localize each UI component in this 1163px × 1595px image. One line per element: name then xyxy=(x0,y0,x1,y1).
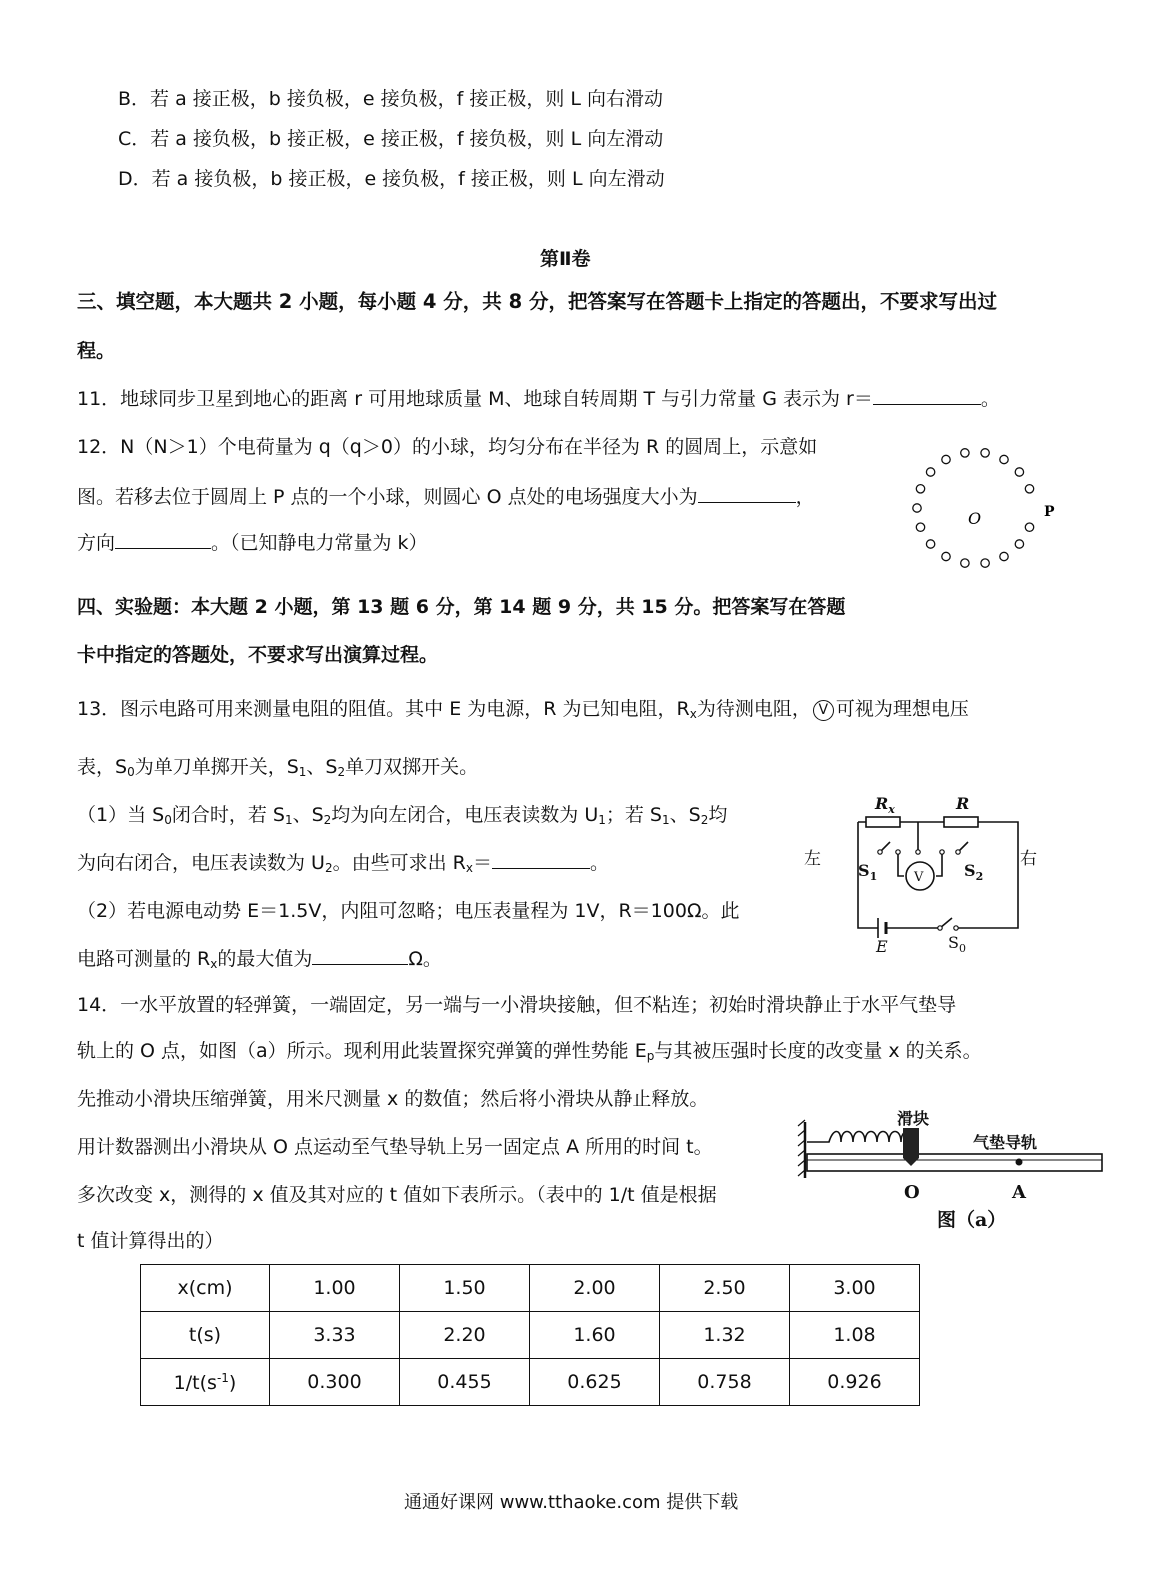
charge-ring-figure xyxy=(900,440,1070,580)
charge-ball xyxy=(1015,468,1023,476)
table-row xyxy=(141,1359,920,1406)
t: 均 xyxy=(708,804,728,826)
sub: 1 xyxy=(284,813,293,827)
terminal xyxy=(938,926,942,930)
table-cell: 0.625 xyxy=(530,1359,660,1406)
charge-ball xyxy=(942,455,950,463)
sub: 2 xyxy=(323,813,332,827)
q12-line2-text: 图。若移去位于圆周上 P 点的一个小球，则圆心 O 点处的电场强度大小为 xyxy=(77,486,698,508)
terminal xyxy=(956,850,960,854)
q12-line3-end: 。（已知静电力常量为 k） xyxy=(211,532,428,554)
q13-l1-a: 13．图示电路可用来测量电阻的阻值。其中 E 为电源，R 为已知电阻，R xyxy=(77,698,690,720)
s2-label: $S_2$ xyxy=(964,861,984,883)
sub: 2 xyxy=(324,861,333,875)
charge-ball xyxy=(913,504,921,512)
q13-l2-a: 表，S xyxy=(77,756,128,778)
row-header xyxy=(141,1359,270,1406)
terminal xyxy=(954,926,958,930)
q14-line4: 用计数器测出小滑块从 O 点运动至气垫导轨上另一固定点 A 所用的时间 t。 xyxy=(77,1136,713,1158)
t: 与其被压强时长度的改变量 x 的关系。 xyxy=(654,1040,982,1062)
charge-ball xyxy=(1025,523,1033,531)
wire xyxy=(898,852,904,876)
air-track xyxy=(807,1154,1102,1171)
r-label: R xyxy=(956,794,970,813)
sub: x xyxy=(465,861,473,875)
voltmeter-symbol: V xyxy=(813,700,834,721)
t: （1）当 S xyxy=(77,804,165,826)
terminal xyxy=(878,850,882,854)
q13-rx-blank xyxy=(492,850,590,869)
sub: 1 xyxy=(662,813,670,827)
terminal xyxy=(896,850,900,854)
t: ) xyxy=(228,1371,237,1394)
table-cell: 0.300 xyxy=(270,1359,400,1406)
table-row xyxy=(141,1312,920,1359)
rail-label: 气垫导轨 xyxy=(973,1133,1038,1152)
section-title: 第Ⅱ卷 xyxy=(540,248,591,270)
table-cell: 0.455 xyxy=(400,1359,530,1406)
spring-rail-figure xyxy=(795,1104,1107,1234)
t: 为向右闭合，电压表读数为 U xyxy=(77,852,325,874)
right-label: 右 xyxy=(1020,849,1037,869)
voltmeter-label: V xyxy=(914,870,924,885)
circuit-figure xyxy=(800,790,1070,960)
q12-magnitude-blank xyxy=(698,484,796,503)
q14-line3: 先推动小滑块压缩弹簧，用米尺测量 x 的数值；然后将小滑块从静止释放。 xyxy=(77,1088,709,1110)
terminal xyxy=(916,850,920,854)
table-cell: 1.50 xyxy=(400,1265,530,1312)
option-c: C．若 a 接负极，b 接正极，e 接正极，f 接负极，则 L 向左滑动 xyxy=(118,128,664,150)
q11-text: 11．地球同步卫星到地心的距离 r 可用地球质量 M、地球自转周期 T 与引力常量 G 表示为 r＝ xyxy=(77,388,873,410)
part4-heading-line2: 卡中指定的答题处，不要求写出演算过程。 xyxy=(77,644,439,666)
e-label: E xyxy=(876,937,888,956)
option-b: B．若 a 接正极，b 接负极，e 接负极，f 接正极，则 L 向右滑动 xyxy=(118,88,663,110)
sub: 2 xyxy=(700,813,709,827)
part3-heading-line2: 程。 xyxy=(77,340,116,362)
slider-label: 滑块 xyxy=(897,1109,930,1128)
q12-line1: 12．N（N＞1）个电荷量为 q（q＞0）的小球，均匀分布在半径为 R 的圆周上，示意如 xyxy=(77,436,818,458)
terminal xyxy=(940,850,944,854)
option-d: D．若 a 接负极，b 接正极，e 接负极，f 接正极，则 L 向左滑动 xyxy=(118,168,665,190)
t: 。 xyxy=(589,852,609,874)
q13-part2-line2 xyxy=(77,944,442,971)
charge-ball xyxy=(981,559,989,567)
q13-l2-c: 、S xyxy=(306,756,338,778)
q14-line2 xyxy=(77,1036,982,1063)
q13-l1-sub: x xyxy=(689,707,697,721)
q13-part1-line1 xyxy=(77,800,727,827)
t: 轨上的 O 点，如图（a）所示。现利用此装置探究弹簧的弹性势能 E xyxy=(77,1040,647,1062)
slider-pointer xyxy=(903,1158,919,1166)
charge-ball xyxy=(961,559,969,567)
t: 1/t(s xyxy=(173,1371,217,1394)
rx-label: $R_x$ xyxy=(875,794,895,816)
q12-line3 xyxy=(77,528,428,555)
point-a-marker xyxy=(1016,1159,1023,1166)
wire xyxy=(858,822,1018,928)
q11 xyxy=(77,384,1000,411)
q12-line2-end: ， xyxy=(795,486,815,508)
table-cell: 3.33 xyxy=(270,1312,400,1359)
q13-line1 xyxy=(77,694,969,721)
table-row xyxy=(141,1265,920,1312)
q14-line6: t 值计算得出的） xyxy=(77,1230,224,1252)
row-header: t(s) xyxy=(141,1312,270,1359)
charge-ball xyxy=(1015,540,1023,548)
q13-l2-d: 单刀双掷开关。 xyxy=(345,756,479,778)
table-cell: 1.08 xyxy=(790,1312,920,1359)
q13-line2 xyxy=(77,752,478,779)
resistor-rx xyxy=(866,817,900,827)
sub: 1 xyxy=(598,813,606,827)
q13-l1-b: 为待测电阻， xyxy=(696,698,811,720)
charge-ball xyxy=(942,552,950,560)
q13-l2-b: 为单刀单掷开关，S xyxy=(134,756,299,778)
charge-ball xyxy=(981,449,989,457)
charge-ball xyxy=(961,449,969,457)
q12-direction-blank xyxy=(115,530,211,549)
q13-part2-line1: （2）若电源电动势 E＝1.5V，内阻可忽略；电压表量程为 1V，R＝100Ω。此 xyxy=(77,900,740,922)
t: ＝ xyxy=(472,852,492,874)
t: 均为向左闭合，电压表读数为 U xyxy=(331,804,599,826)
data-table xyxy=(140,1264,920,1406)
point-p-label: P xyxy=(1044,504,1055,520)
table-cell: 1.60 xyxy=(530,1312,660,1359)
table-cell: 2.20 xyxy=(400,1312,530,1359)
a-label: A xyxy=(1012,1182,1026,1203)
figure-caption: 图（a） xyxy=(937,1209,1007,1231)
s1-label: $S_1$ xyxy=(858,861,878,883)
table-cell: 0.758 xyxy=(660,1359,790,1406)
row-header: x(cm) xyxy=(141,1265,270,1312)
sub: x xyxy=(210,957,218,971)
t: 电路可测量的 R xyxy=(77,948,211,970)
q12-line3-start: 方向 xyxy=(77,532,116,554)
charge-ball xyxy=(1025,485,1033,493)
table-cell: 2.50 xyxy=(660,1265,790,1312)
q13-l2-sub2: 2 xyxy=(337,765,346,779)
charge-ball xyxy=(926,468,934,476)
left-label: 左 xyxy=(804,849,821,869)
q11-answer-blank xyxy=(873,386,981,405)
center-o-label: O xyxy=(968,509,982,528)
part3-heading-line1: 三、填空题，本大题共 2 小题，每小题 4 分，共 8 分，把答案写在答题卡上指定的答题出，不要求写出过 xyxy=(77,290,997,313)
t: ；若 S xyxy=(605,804,662,826)
q11-end: 。 xyxy=(980,388,1000,410)
table-cell: 1.00 xyxy=(270,1265,400,1312)
t: 、S xyxy=(292,804,324,826)
q13-part1-line2 xyxy=(77,848,609,875)
resistor-r xyxy=(944,817,978,827)
slider-block xyxy=(903,1128,919,1158)
s0-label: $S_0$ xyxy=(948,933,966,955)
spring xyxy=(807,1132,913,1143)
sup: -1 xyxy=(216,1370,229,1385)
q14-line5: 多次改变 x，测得的 x 值及其对应的 t 值如下表所示。（表中的 1/t 值是根据 xyxy=(77,1184,717,1206)
t: 、S xyxy=(669,804,701,826)
q14-line1: 14．一水平放置的轻弹簧，一端固定，另一端与一小滑块接触，但不粘连；初始时滑块静止于水平气垫导 xyxy=(77,994,957,1016)
q12-line2 xyxy=(77,482,815,509)
sub: p xyxy=(646,1049,655,1063)
o-label: O xyxy=(904,1182,920,1203)
sub: 0 xyxy=(164,813,172,827)
q13-l1-c: 可视为理想电压 xyxy=(835,698,969,720)
charge-ball xyxy=(916,523,924,531)
table-cell: 2.00 xyxy=(530,1265,660,1312)
charge-ball xyxy=(1000,455,1008,463)
footer-text: 通通好课网 www.tthaoke.com 提供下载 xyxy=(404,1492,739,1513)
table-cell: 1.32 xyxy=(660,1312,790,1359)
q13-max-blank xyxy=(312,946,408,965)
t: 闭合时，若 S xyxy=(171,804,285,826)
table-cell: 0.926 xyxy=(790,1359,920,1406)
table-cell: 3.00 xyxy=(790,1265,920,1312)
wire xyxy=(936,852,942,876)
q13-l2-sub0: 0 xyxy=(127,765,135,779)
t: 。由些可求出 R xyxy=(332,852,466,874)
charge-ball xyxy=(1000,552,1008,560)
charge-ball xyxy=(916,485,924,493)
part4-heading-line1: 四、实验题：本大题 2 小题，第 13 题 6 分，第 14 题 9 分，共 15 分。把答案写在答题 xyxy=(77,596,846,618)
charge-ring xyxy=(913,449,1034,568)
q13-l2-sub1: 1 xyxy=(298,765,307,779)
t: 的最大值为 xyxy=(217,948,313,970)
t: Ω。 xyxy=(408,948,442,970)
charge-ball xyxy=(926,540,934,548)
